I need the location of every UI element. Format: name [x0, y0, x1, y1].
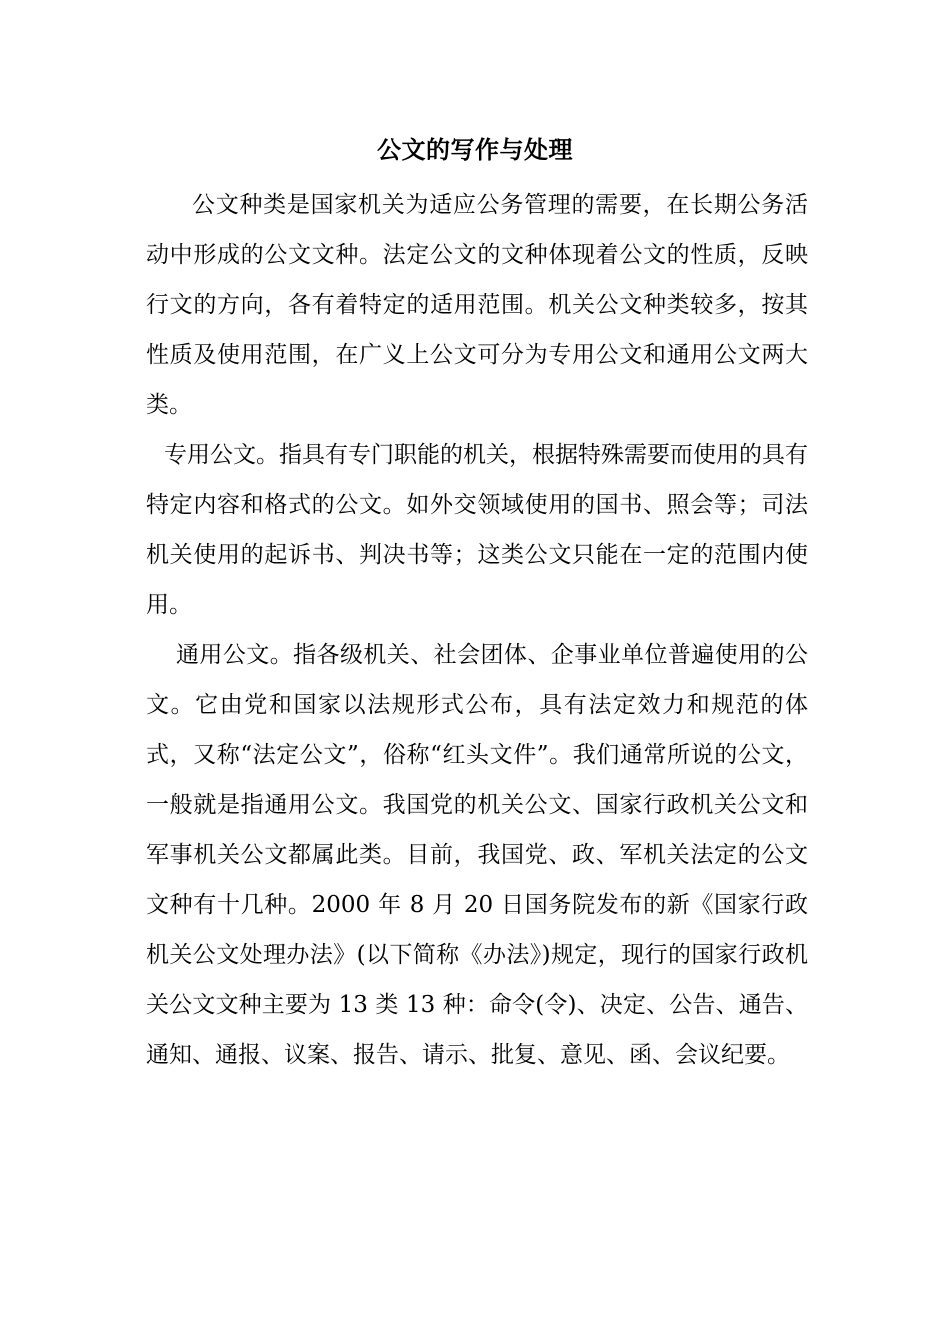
paragraph-general-documents: 通用公文。指各级机关、社会团体、企事业单位普遍使用的公文。它由党和国家以法规形式公布，具有法定效力和规范的体式，又称“法定公文”，俗称“红头文件”。我们通常所说的公文，一般就是指通用公文。我国党的机关公文、国家行政机关公文和军事机关公文都属此类。目前，我国党、政、军机关法定的公文文种有十几种。2000 年 8 月 20 日国务院发布的新《国家行政机关公文处理办法》(以下简称《办法》)规定，现行的国家行政机关公文文种主要为 13 类 13 种：命令(令)、决定、公告、通告、通知、通报、议案、报告、请示、批复、意见、函、会议纪要。: [146, 642, 808, 1068]
paragraph-special-documents: 专用公文。指具有专门职能的机关，根据特殊需要而使用的具有特定内容和格式的公文。如外交领域使用的国书、照会等；司法机关使用的起诉书、判决书等；这类公文只能在一定的范围内使用。: [146, 442, 808, 618]
document-body: [146, 180, 808, 1080]
paragraph-document-types: 公文种类是国家机关为适应公务管理的需要，在长期公务活动中形成的公文文种。法定公文的文种体现着公文的性质，反映行文的方向，各有着特定的适用范围。机关公文种类较多，按其性质及使用范围，在广义上公文可分为专用公文和通用公文两大类。: [146, 192, 808, 418]
document-title: 公文的写作与处理: [377, 135, 573, 164]
